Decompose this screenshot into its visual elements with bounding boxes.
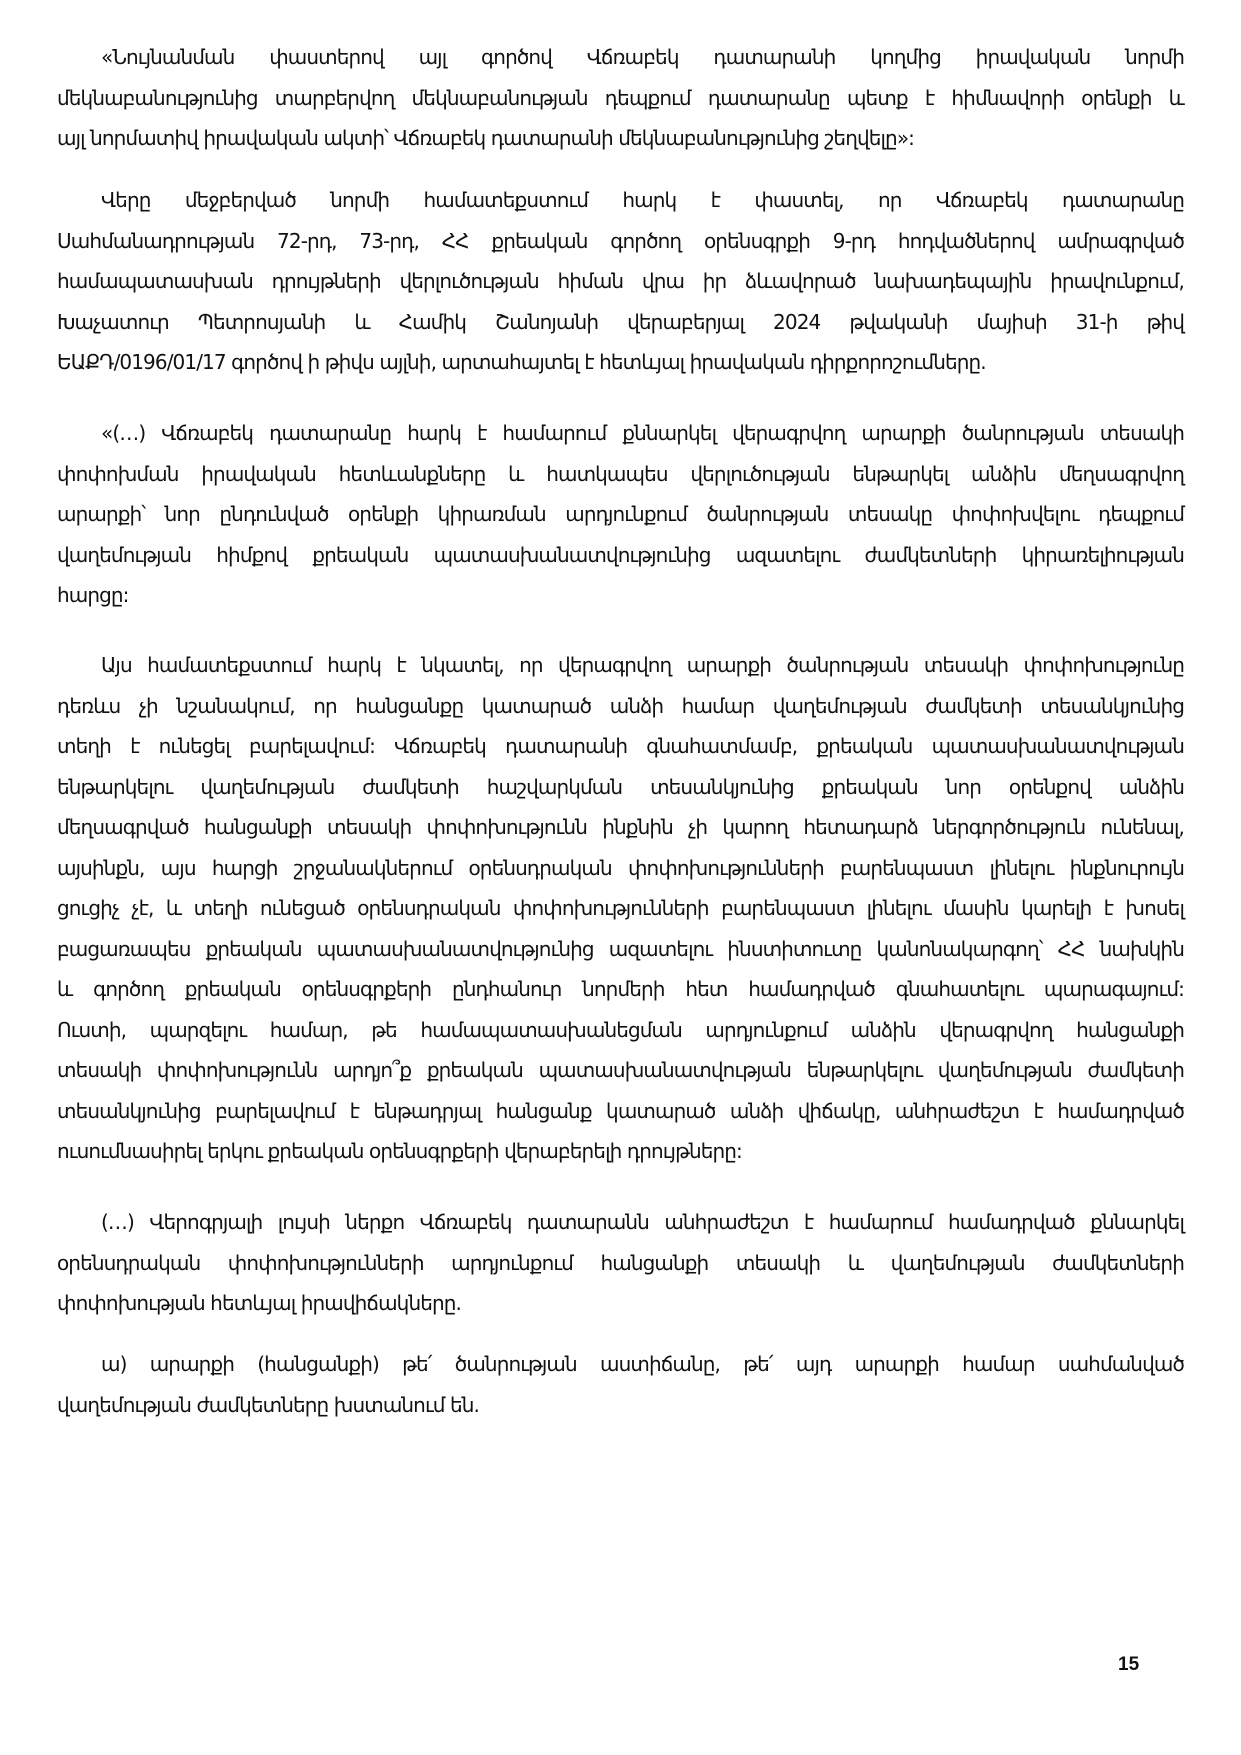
- paragraph-quote-severity-change: [57, 413, 1184, 616]
- text-line: տեսակի փոփոխությունն արդյո՞ք քրեական պատասխանատվության ենթարկելու վաղեմության ժամկետի: [57, 1058, 1184, 1082]
- text-line: դեռևս չի նշանակում, որ հանցանքը կատարած անձի համար վաղեմության ժամկետի տեսանկյունից: [57, 693, 1184, 718]
- text-line: Վերը մեջբերված նորմի համատեքստում հարկ է փաստել, որ Վճռաբեկ դատարանը: [101, 188, 1184, 212]
- text-line: տեղի է ունեցել բարելավում: Վճռաբեկ դատարանի գնահատմամբ, քրեական պատասխանատվության: [57, 734, 1184, 758]
- text-line: «(…) Վճռաբեկ դատարանը հարկ է համարում քննարկել վերագրվող արարքի ծանրության տեսակի: [101, 421, 1184, 445]
- text-line: և գործող քրեական օրենսգրքերի ընդհանուր նորմերի հետ համադրված գնահատելու պարագայում:: [57, 977, 1184, 1001]
- text-line: արարքի՝ նոր ընդունված օրենքի կիրառման արդյունքում ծանրության տեսակը փոփոխվելու դեպքում: [57, 502, 1184, 526]
- page-number: 15: [1118, 1654, 1140, 1675]
- text-line: մեղսագրված հանցանքի տեսակի փոփոխությունն ինքնին չի կարող հետադարձ ներգործություն ունենալ,: [57, 815, 1184, 839]
- text-line: այլ նորմատիվ իրավական ակտի՝ Վճռաբեկ դատարանի մեկնաբանությունից շեղվելը»:: [57, 126, 915, 150]
- text-line: բացառապես քրեական պատասխանատվությունից ազատելու ինստիտուտը կանոնակարգող՝ ՀՀ նախկին: [57, 936, 1184, 961]
- paragraph-court-positions: [57, 180, 1184, 383]
- text-line: վաղեմության հիմքով քրեական պատասխանատվությունից ազատելու ժամկետների կիրառելիության: [57, 542, 1184, 567]
- text-line: փոփոխության հետևյալ իրավիճակները.: [57, 1291, 462, 1315]
- text-line: հարցը:: [57, 583, 129, 607]
- text-line: Այս համատեքստում հարկ է նկատել, որ վերագրվող արարքի ծանրության տեսակի փոփոխությունը: [101, 653, 1184, 677]
- text-line: ա) արարքի (հանցանքի) թե՛ ծանրության աստիճանը, թե՛ այդ արարքի համար սահմանված: [101, 1352, 1184, 1376]
- text-line: այսինքն, այս հարցի շրջանակներում օրենսդրական փոփոխությունների բարենպաստ լինելու ինքնուրույն: [57, 855, 1184, 880]
- text-line: «Նույնանման փաստերով այլ գործով Վճռաբեկ դատարանի կողմից իրավական նորմի: [101, 45, 1184, 69]
- paragraph-situations-intro: [57, 1202, 1184, 1324]
- text-line: փոփոխման իրավական հետևանքները և հատկապես վերլուծության ենթարկել անձին մեղսագրվող: [57, 461, 1184, 486]
- paragraph-situation-a: [57, 1344, 1184, 1425]
- paragraph-context-analysis: [57, 645, 1184, 1172]
- text-line: մեկնաբանությունից տարբերվող մեկնաբանության դեպքում դատարանը պետք է հիմնավորի օրենքի և: [57, 85, 1184, 110]
- paragraph-quote-interpretation: [57, 37, 1184, 159]
- text-line: Ուստի, պարզելու համար, թե համապատասխանեցման արդյունքում անձին վերագրվող հանցանքի: [57, 1017, 1184, 1042]
- text-line: համապատասխան դրույթների վերլուծության հիման վրա իր ձևավորած նախադեպային իրավունքում,: [57, 269, 1184, 293]
- text-line: տեսանկյունից բարելավում է ենթադրյալ հանցանք կատարած անձի վիճակը, անհրաժեշտ է համադրված: [57, 1098, 1184, 1123]
- text-line: Սահմանադրության 72-րդ, 73-րդ, ՀՀ քրեական գործող օրենսգրքի 9-րդ հոդվածներով ամրագրված: [57, 228, 1184, 253]
- text-line: ԵԱՔԴ/0196/01/17 գործով ի թիվս այլնի, արտահայտել է հետևյալ իրավական դիրքորոշումները.: [57, 350, 986, 374]
- text-line: օրենսդրական փոփոխությունների արդյունքում հանցանքի տեսակի և վաղեմության ժամկետների: [57, 1250, 1184, 1275]
- text-line: վաղեմության ժամկետները խստանում են.: [57, 1392, 479, 1417]
- text-line: ուսումնասիրել երկու քրեական օրենսգրքերի վերաբերելի դրույթները:: [57, 1139, 742, 1163]
- text-line: ենթարկելու վաղեմության ժամկետի հաշվարկման տեսանկյունից քրեական նոր օրենքով անձին: [57, 774, 1184, 799]
- text-line: Խաչատուր Պետրոսյանի և Համիկ Շանոյանի վերաբերյալ 2024 թվականի մայիսի 31-ի թիվ: [57, 309, 1184, 334]
- text-line: ցուցիչ չէ, և տեղի ունեցած օրենսդրական փոփոխությունների բարենպաստ լինելու մասին կարելի է խոսել: [57, 896, 1184, 920]
- text-line: (…) Վերոգրյալի լույսի ներքո Վճռաբեկ դատարանն անհրաժեշտ է համարում համադրված քննարկել: [101, 1210, 1184, 1234]
